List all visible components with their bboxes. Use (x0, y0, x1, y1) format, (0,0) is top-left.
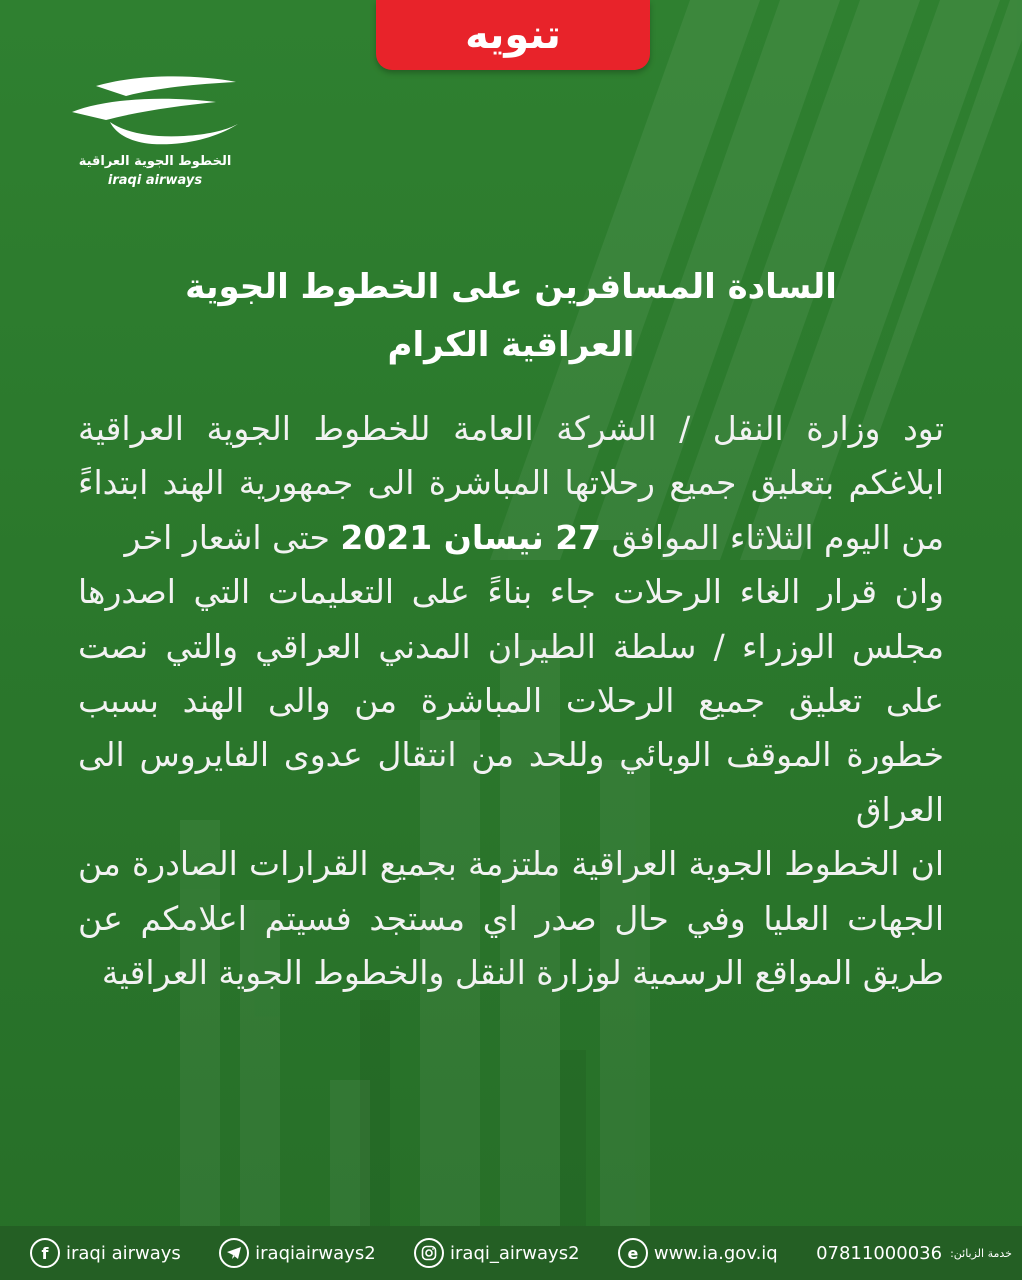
telegram-handle: iraqiairways2 (255, 1242, 376, 1264)
notice-banner (376, 0, 650, 70)
website-link[interactable] (618, 1238, 778, 1268)
paragraph-1-end: حتى اشعار اخر (124, 517, 341, 557)
telegram-icon (219, 1238, 249, 1268)
instagram-link[interactable] (414, 1238, 580, 1268)
telegram-link[interactable] (219, 1238, 376, 1268)
instagram-icon (414, 1238, 444, 1268)
logo-arabic-text: الخطوط الجوية العراقية (78, 154, 232, 169)
hotline (816, 1243, 1012, 1264)
website-url: www.ia.gov.iq (653, 1242, 778, 1264)
logo-english-text: iraqi airways (107, 173, 203, 188)
hotline-number: 07811000036 (816, 1242, 943, 1264)
notice-body (78, 402, 944, 1000)
instagram-handle: iraqi_airways2 (450, 1242, 580, 1264)
facebook-link[interactable] (30, 1238, 181, 1268)
paragraph-2: وان قرار الغاء الرحلات جاء بناءً على التعليمات التي اصدرها مجلس الوزراء / سلطة الطيران المدني العراقي والتي نصت على تعليق جميع الرحلات المباشرة من والى الهند بسبب خطورة الموقف الوبائي وللحد من انتقال عدوى الفايروس الى العراق (78, 572, 944, 829)
bird-logo-icon (66, 72, 244, 152)
suspension-date: 27 نيسان 2021 (340, 517, 602, 557)
contact-footer (0, 1226, 1022, 1280)
paragraph-1-text: تود وزارة النقل / الشركة العامة للخطوط الجوية العراقية ابلاغكم بتعليق جميع رحلاتها المباشرة الى جمهورية الهند ابتداءً من اليوم الثلاثاء الموافق (78, 409, 944, 557)
iraqi-airways-logo (66, 72, 244, 194)
notice-title: تنويه (465, 12, 561, 58)
web-icon: e (618, 1238, 648, 1268)
paragraph-1 (78, 402, 944, 565)
heading-line-1: السادة المسافرين على الخطوط الجوية (185, 267, 837, 307)
paragraph-3: ان الخطوط الجوية العراقية ملتزمة بجميع القرارات الصادرة من الجهات العليا وفي حال صدر اي مستجد فسيتم اعلامكم عن طريق المواقع الرسمية لوزارة النقل والخطوط الجوية العراقية (78, 844, 944, 993)
facebook-icon: f (30, 1238, 60, 1268)
facebook-handle: iraqi airways (66, 1242, 181, 1264)
heading-line-2: العراقية الكرام (387, 325, 635, 365)
hotline-label: خدمة الزبائن: (950, 1246, 1012, 1260)
heading (90, 258, 932, 374)
